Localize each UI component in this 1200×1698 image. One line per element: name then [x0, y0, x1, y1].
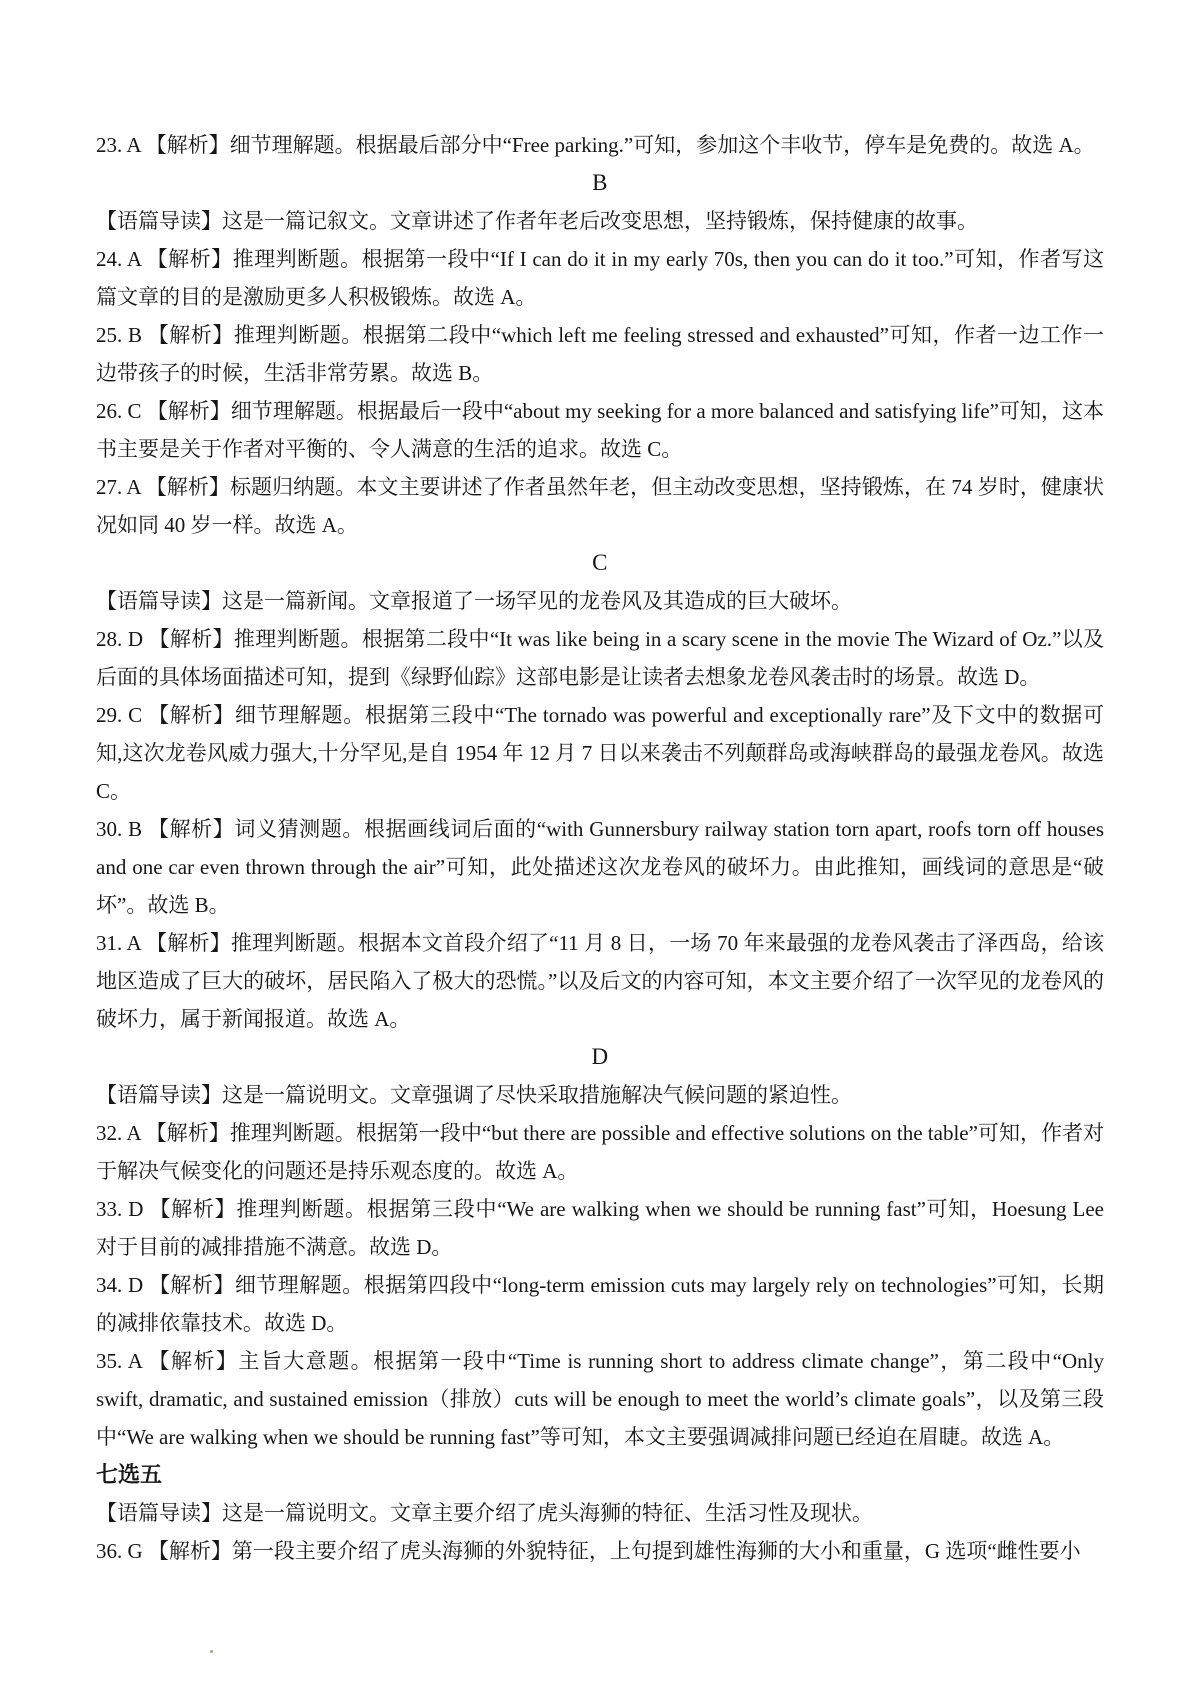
- answer-item-33: [96, 1190, 1104, 1266]
- analysis-text: 【解析】词义猜测题。根据画线词后面的“with Gunnersbury railway station torn apart, roofs torn off houses and one car even thrown through the air”可知，此处描述这次龙卷风的破坏力。由此推知，画线词的意思是“破坏”。故选 B。: [96, 817, 1104, 917]
- question-answer-label: 31. A: [96, 931, 141, 955]
- question-answer-label: 24. A: [96, 247, 141, 271]
- answer-item-35: [96, 1342, 1104, 1456]
- passage-intro-qi-xuan-wu: 【语篇导读】这是一篇说明文。文章主要介绍了虎头海狮的特征、生活习性及现状。: [96, 1501, 873, 1525]
- analysis-text: 【解析】细节理解题。根据最后一段中“about my seeking for a more balanced and satisfying life”可知，这本书主要是关于作者对平衡的、令人满意的生活的追求。故选 C。: [96, 399, 1104, 461]
- passage-letter-d: D: [591, 1044, 609, 1069]
- analysis-text: 【解析】推理判断题。根据第二段中“which left me feeling stressed and exhausted”可知，作者一边工作一边带孩子的时候，生活非常劳累。故选 B。: [96, 323, 1105, 385]
- answer-item-34: [96, 1266, 1104, 1342]
- answer-item-36: [96, 1532, 1104, 1570]
- passage-intro-d: 【语篇导读】这是一篇说明文。文章强调了尽快采取措施解决气候问题的紧迫性。: [96, 1083, 852, 1107]
- analysis-text: 【解析】细节理解题。根据最后部分中“Free parking.”可知，参加这个丰收节，停车是免费的。故选 A。: [145, 133, 1095, 157]
- answer-item-27: [96, 468, 1104, 544]
- question-answer-label: 35. A: [96, 1349, 142, 1373]
- analysis-text: 【解析】推理判断题。根据第二段中“It was like being in a scary scene in the movie The Wizard of Oz.”以及后面的具体场面描述可知，提到《绿野仙踪》这部电影是让读者去想象龙卷风袭击时的场景。故选 D。: [96, 627, 1104, 689]
- answer-item-29: [96, 696, 1104, 810]
- answer-item-28: [96, 620, 1104, 696]
- analysis-text: 【解析】推理判断题。根据第一段中“but there are possible and effective solutions on the table”可知，作者对于解决气候变化的问题还是持乐观态度的。故选 A。: [96, 1121, 1105, 1183]
- answer-item-24: [96, 240, 1104, 316]
- analysis-text: 【解析】细节理解题。根据第三段中“The tornado was powerful and exceptionally rare”及下文中的数据可知,这次龙卷风威力强大,十分罕见,是自 1954 年 12 月 7 日以来袭击不列颠群岛或海峡群岛的最强龙卷风。故选 C。: [96, 703, 1104, 803]
- question-answer-label: 29. C: [96, 703, 143, 727]
- passage-intro-c: 【语篇导读】这是一篇新闻。文章报道了一场罕见的龙卷风及其造成的巨大破坏。: [96, 589, 852, 613]
- passage-letter-b: B: [592, 170, 608, 195]
- question-answer-label: 30. B: [96, 817, 143, 841]
- question-answer-label: 32. A: [96, 1121, 141, 1145]
- analysis-text: 【解析】细节理解题。根据第四段中“long-term emission cuts may largely rely on technologies”可知，长期的减排依靠技术。故选 D。: [96, 1273, 1104, 1335]
- analysis-text: 【解析】推理判断题。根据本文首段介绍了“11 月 8 日，一场 70 年来最强的龙卷风袭击了泽西岛，给该地区造成了巨大的破坏，居民陷入了极大的恐慌。”以及后文的内容可知，本文主要介绍了一次罕见的龙卷风的破坏力，属于新闻报道。故选 A。: [96, 931, 1104, 1031]
- answer-item-31: [96, 924, 1104, 1038]
- analysis-text: 【解析】第一段主要介绍了虎头海狮的外貌特征，上句提到雄性海狮的大小和重量，G 选项“雌性要小: [147, 1539, 1081, 1563]
- answer-item-32: [96, 1114, 1104, 1190]
- question-answer-label: 23. A: [96, 133, 141, 157]
- scan-artifact-dot: [210, 1650, 213, 1653]
- section-heading-qi-xuan-wu: 七选五: [96, 1462, 163, 1487]
- answer-item-23: [96, 126, 1104, 164]
- answer-key-content: [96, 126, 1104, 1570]
- analysis-text: 【解析】推理判断题。根据第三段中“We are walking when we should be running fast”可知，Hoesung Lee 对于目前的减排措施不满意。故选 D。: [96, 1197, 1105, 1259]
- analysis-text: 【解析】推理判断题。根据第一段中“If I can do it in my early 70s, then you can do it too.”可知，作者写这篇文章的目的是激励更多人积极锻炼。故选 A。: [96, 247, 1105, 309]
- passage-letter-c: C: [592, 550, 608, 575]
- answer-item-26: [96, 392, 1104, 468]
- answer-item-30: [96, 810, 1104, 924]
- question-answer-label: 34. D: [96, 1273, 144, 1297]
- question-answer-label: 28. D: [96, 627, 143, 651]
- question-answer-label: 27. A: [96, 475, 141, 499]
- question-answer-label: 36. G: [96, 1539, 143, 1563]
- passage-intro-b: 【语篇导读】这是一篇记叙文。文章讲述了作者年老后改变思想，坚持锻炼，保持健康的故事。: [96, 209, 978, 233]
- answer-item-25: [96, 316, 1104, 392]
- analysis-text: 【解析】标题归纳题。本文主要讲述了作者虽然年老，但主动改变思想，坚持锻炼，在 74 岁时，健康状况如同 40 岁一样。故选 A。: [96, 475, 1104, 537]
- question-answer-label: 25. B: [96, 323, 143, 347]
- analysis-text: 【解析】主旨大意题。根据第一段中“Time is running short to address climate change”，第二段中“Only swift, dramatic, and sustained emission（排放）cuts will be enough to meet the world’s climate goals”，以及第三段中“We are walking when we should be running fast”等可知，本文主要强调减排问题已经迫在眉睫。故选 A。: [96, 1349, 1105, 1449]
- question-answer-label: 33. D: [96, 1197, 144, 1221]
- question-answer-label: 26. C: [96, 399, 142, 423]
